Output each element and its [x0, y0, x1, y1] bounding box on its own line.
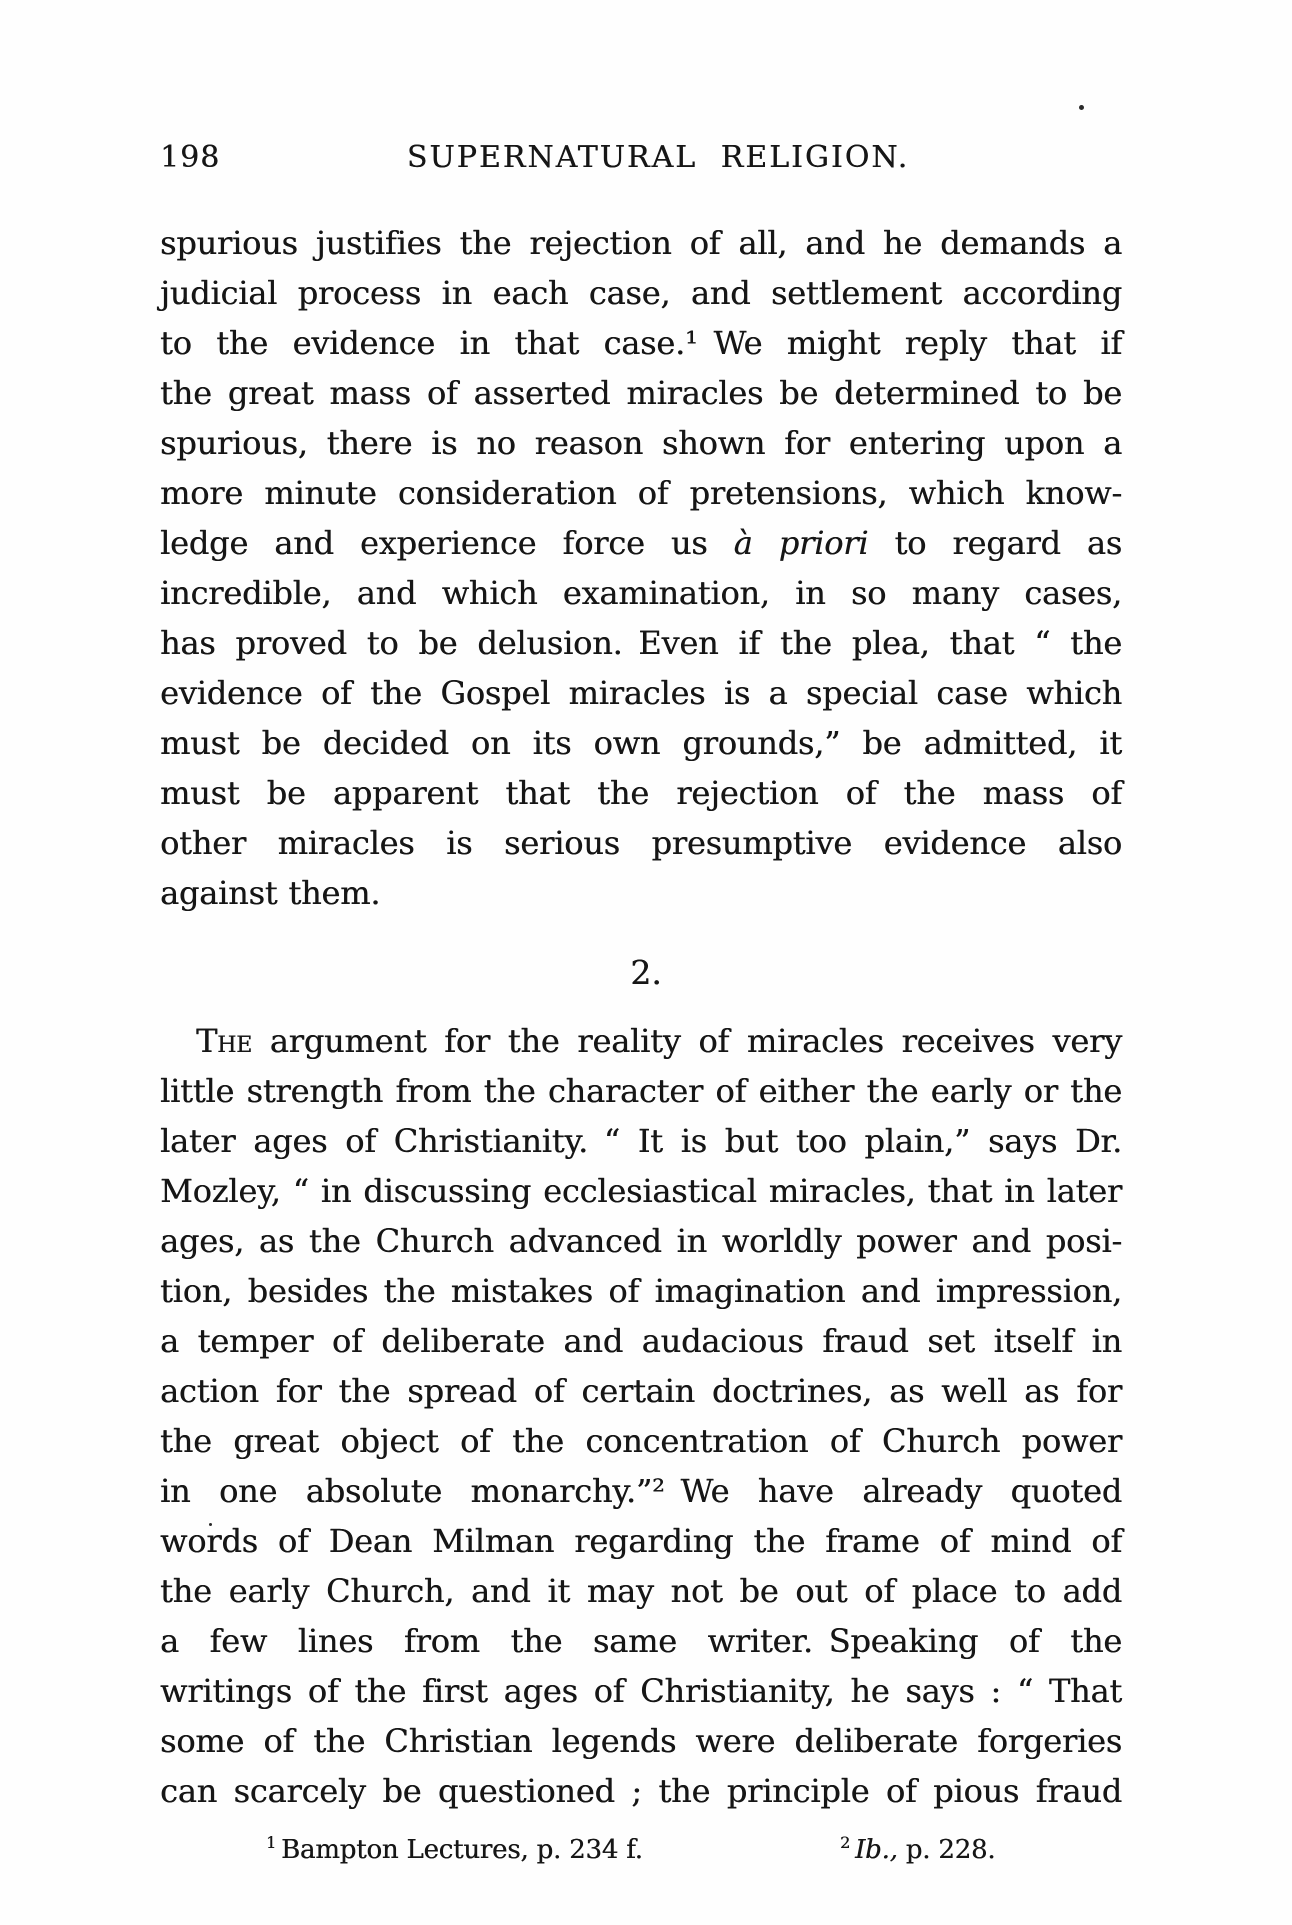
footnote-text: Bampton Lectures, p. 234 f. — [280, 1835, 643, 1865]
text-line: the early Church, and it may not be out of place to add — [160, 1572, 1122, 1610]
text-line: later ages of Christianity. “ It is but too plain,” says Dr. — [160, 1122, 1122, 1160]
paragraph-continuation — [160, 218, 1122, 918]
text-segment: to regard as — [868, 524, 1122, 562]
text-line: more minute consideration of pretensions, which know- — [160, 474, 1122, 512]
text-line: incredible, and which examination, in so many cases, — [160, 574, 1122, 612]
section-number: 2. — [630, 953, 662, 992]
footnote-text: p. 228. — [897, 1835, 996, 1865]
text-segment: argument for the reality of miracles receives very — [252, 1022, 1122, 1060]
text-line: must be decided on its own grounds,” be admitted, it — [160, 724, 1122, 762]
text-line: a temper of deliberate and audacious fraud set itself in — [160, 1322, 1122, 1360]
text-line: must be apparent that the rejection of the mass of — [160, 774, 1122, 812]
text-line: spurious justifies the rejection of all, and he demands a — [160, 224, 1122, 262]
scan-speck — [1079, 105, 1084, 110]
text-line: the great mass of asserted miracles be determined to be — [160, 374, 1122, 412]
text-line: little strength from the character of either the early or the — [160, 1072, 1122, 1110]
text-line — [160, 518, 1122, 568]
footnote-marker: 2 — [840, 1833, 850, 1853]
text-line: can scarcely be questioned ; the principle of pious fraud — [160, 1772, 1122, 1810]
running-head: SUPERNATURAL RELIGION. — [406, 140, 910, 175]
text-line: judicial process in each case, and settlement according — [160, 274, 1122, 312]
text-line: writings of the first ages of Christianity, he says : “ That — [160, 1672, 1122, 1710]
footnote-2 — [840, 1834, 995, 1866]
paragraph-last-line: against them. — [160, 874, 381, 912]
text-segment: ledge and experience force us — [160, 524, 734, 562]
paragraph-section-2 — [160, 1016, 1122, 1816]
footnote-ibid-italic: Ib., — [854, 1835, 898, 1865]
text-line: Mozley, “ in discussing ecclesiastical miracles, that in later — [160, 1172, 1122, 1210]
footnote-marker: 1 — [266, 1833, 276, 1853]
text-line-with-footnote-ref: in one absolute monarchy.”² We have already quoted — [160, 1472, 1122, 1510]
page-number: 198 — [160, 140, 221, 175]
small-caps-lead-word: The — [196, 1022, 252, 1060]
latin-phrase-italic: à priori — [733, 524, 869, 562]
text-line: action for the spread of certain doctrines, as well as for — [160, 1372, 1122, 1410]
text-line: evidence of the Gospel miracles is a special case which — [160, 674, 1122, 712]
text-line: words of Dean Milman regarding the frame of mind of — [160, 1522, 1122, 1560]
text-line: has proved to be delusion. Even if the plea, that “ the — [160, 624, 1122, 662]
text-line: some of the Christian legends were deliberate forgeries — [160, 1722, 1122, 1760]
text-line: spurious, there is no reason shown for entering upon a — [160, 424, 1122, 462]
text-line: tion, besides the mistakes of imagination and impression, — [160, 1272, 1122, 1310]
text-line: a few lines from the same writer. Speaking of the — [160, 1622, 1122, 1660]
text-line: the great object of the concentration of Church power — [160, 1422, 1122, 1460]
footnote-1 — [266, 1834, 643, 1866]
text-line: other miracles is serious presumptive evidence also — [160, 824, 1122, 862]
text-line-with-footnote-ref: to the evidence in that case.¹ We might reply that if — [160, 324, 1122, 362]
text-line: ages, as the Church advanced in worldly power and posi- — [160, 1222, 1122, 1260]
text-line — [160, 1016, 1122, 1066]
